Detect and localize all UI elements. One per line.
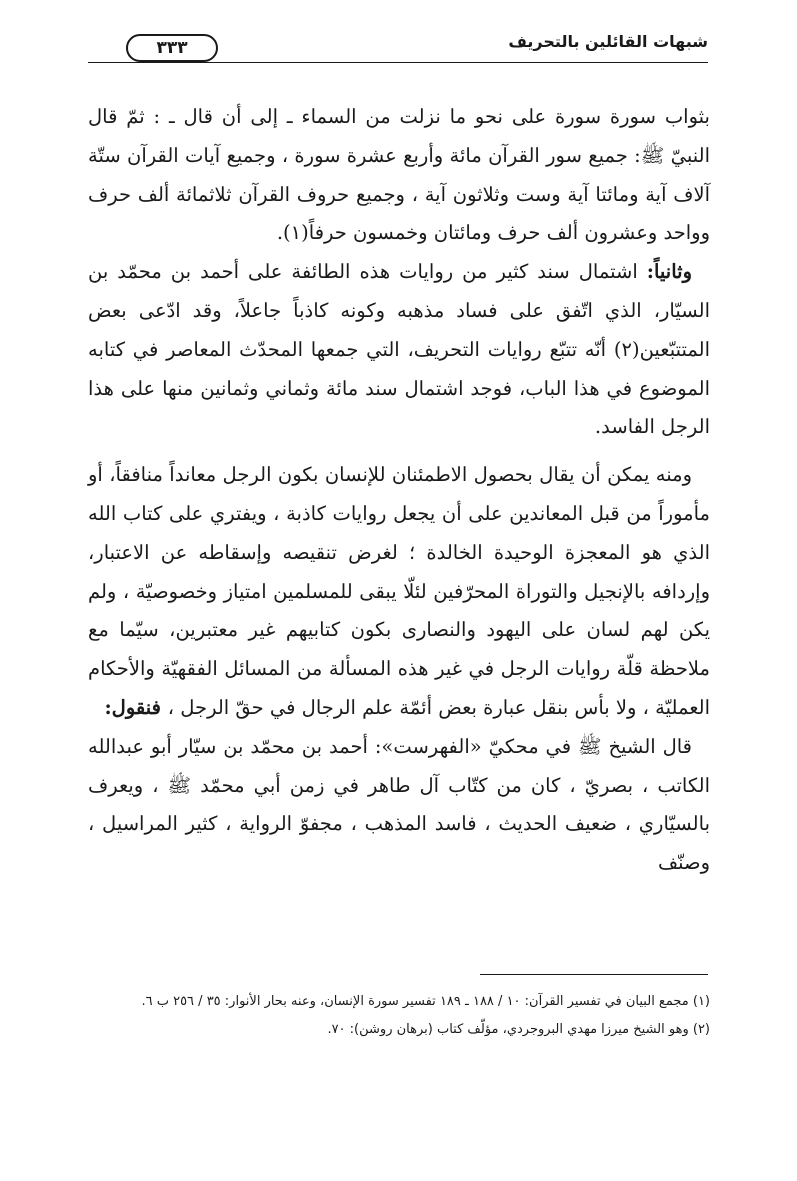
page-number-frame: [126, 34, 218, 62]
footnote-rule: [480, 974, 708, 975]
paragraph-1: بثواب سورة سورة على نحو ما نزلت من السماء ـ إلى أن قال ـ : ثمّ قال النبيّ ﷺ: جميع سور القرآن مائة وأربع عشرة سورة ، وجميع آيات القرآن ستّة آلاف آية ومائتا آية وست وثلاثون آية ، وجميع حروف القرآن ثلاثمائة ألف حرف وواحد وعشرون ألف حرف ومائتان وخمسون حرفاً(١).: [88, 105, 710, 245]
paragraph-4: قال الشيخ ﷺ في محكيّ «الفهرست»: أحمد بن محمّد بن سيّار أبو عبدالله الكاتب ، بصريّ ، كان من كتّاب آل طاهر في زمن أبي محمّد ﷺ ، ويعرف بالسيّاري ، ضعيف الحديث ، فاسد المذهب ، مجفوّ الرواية ، كثير المراسيل ، وصنّف: [88, 734, 710, 875]
running-title: شبهات القائلين بالتحريف: [508, 32, 708, 51]
paragraph-2-lead: وثانياً:: [646, 260, 692, 284]
paragraph-2-text: اشتمال سند كثير من روايات هذه الطائفة على أحمد بن محمّد بن السيّار، الذي اتّفق على فساد مذهبه وكونه كاذباً جاعلاً، وقد ادّعى بعض المتتبّعين(٢) أنّه تتبّع روايات التحريف، التي جمعها المحدّث المعاصر في كتابه الموضوع في هذا الباب، فوجد اشتمال سند مائة وثماني وثمانين منها على هذا الرجل الفاسد.: [88, 260, 710, 439]
paragraph-3-end: فنقول:: [104, 695, 168, 719]
paragraph-gap: [88, 447, 710, 456]
main-text: [88, 98, 710, 883]
header-rule: [88, 62, 708, 63]
paragraph-2: [88, 253, 710, 447]
footnotes: [88, 988, 710, 1044]
paragraph-3-text: ومنه يمكن أن يقال بحصول الاطمئنان للإنسان بكون الرجل معانداً منافقاً، أو مأموراً من قبل المعاندين على أن يجعل روايات كاذبة ، ويفتري على كتاب الله الذي هو المعجزة الوحيدة الخالدة ؛ لغرض تنقيصه وإسقاطه عن الاعتبار، وإردافه بالإنجيل والتوراة المحرّفين لئلّا يبقى للمسلمين امتياز وخصوصيّة ، ولم يكن لهم لسان على اليهود والنصارى بكون كتابيهم غير معتبرين، سيّما مع ملاحظة قلّة روايات الرجل في غير هذه المسألة من المسائل الفقهيّة والأحكام العمليّة ، ولا بأس بنقل عبارة بعض أئمّة علم الرجال في حقّ الرجل ،: [88, 463, 710, 719]
paragraph-3: [88, 456, 710, 728]
footnote-2: (٢) وهو الشيخ ميرزا مهدي البروجردي، مؤلّف كتاب (برهان روشن): ٧٠.: [327, 1022, 710, 1037]
footnote-1: (١) مجمع البيان في تفسير القرآن: ١٠ / ١٨٨ ـ ١٨٩ تفسير سورة الإنسان، وعنه بحار الأنوار: ٣٥ / ٢٥٦ ب ٦.: [141, 994, 710, 1009]
page-number: ٣٣٣: [156, 38, 188, 58]
page-header: [88, 28, 708, 68]
